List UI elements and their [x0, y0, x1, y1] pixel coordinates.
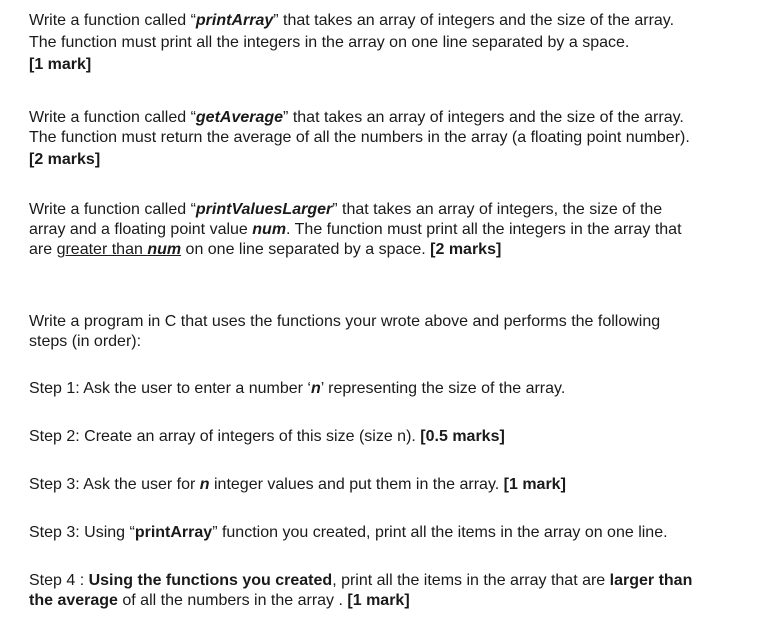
- q1-line-2: The function must print all the integers in the array on one line separated by a space.: [29, 34, 630, 51]
- greater-than-text: greater than: [56, 241, 148, 258]
- step-3-marks: [1 mark]: [503, 476, 566, 493]
- q1-line-1: Write a function called “printArray” that takes an array of integers and the size of the array.: [29, 12, 675, 29]
- q2-marks: [2 marks]: [29, 151, 101, 168]
- q4-line-1: Write a program in C that uses the functions your wrote above and performs the following: [29, 313, 661, 330]
- question-get-average: [29, 108, 754, 170]
- var-n: n: [199, 476, 210, 493]
- q4-line-2: steps (in order):: [29, 333, 142, 350]
- function-name-print-array: printArray: [195, 12, 274, 29]
- step-1: Step 1: Ask the user to enter a number ‘n’ representing the size of the array.: [29, 380, 566, 397]
- q3-line-3: are greater than num on one line separated by a space. [2 marks]: [29, 241, 502, 258]
- step-4-marks: [1 mark]: [347, 592, 410, 609]
- step-3-input: Step 3: Ask the user for n integer values and put them in the array. [1 mark]: [29, 476, 566, 493]
- param-num-underlined: num: [147, 241, 182, 258]
- step-2-marks: [0.5 marks]: [420, 428, 505, 445]
- program-instructions: [29, 312, 754, 352]
- function-name-print-array: printArray: [134, 524, 213, 541]
- question-print-values-larger: [29, 200, 754, 260]
- param-num: num: [252, 221, 287, 238]
- q2-line-2: The function must return the average of all the numbers in the array (a floating point number).: [29, 129, 690, 146]
- q2-line-1: Write a function called “getAverage” that takes an array of integers and the size of the array.: [29, 109, 684, 126]
- var-n: n: [310, 380, 321, 397]
- step-2: Step 2: Create an array of integers of this size (size n). [0.5 marks]: [29, 428, 505, 445]
- function-name-get-average: getAverage: [195, 109, 284, 126]
- step-3-print: Step 3: Using “printArray” function you created, print all the items in the array on one line.: [29, 524, 668, 541]
- function-name-print-values-larger: printValuesLarger: [195, 201, 333, 218]
- q1-marks: [1 mark]: [29, 56, 92, 73]
- step-4: Step 4 : Using the functions you created, print all the items in the array that are larger than the average of all the numbers in the array . [1 mark]: [29, 572, 693, 609]
- question-print-array: [29, 10, 754, 76]
- q3-line-1: Write a function called “printValuesLarger” that takes an array of integers, the size of the: [29, 201, 663, 218]
- q3-line-2: array and a floating point value num. The function must print all the integers in the array that: [29, 221, 682, 238]
- q3-marks: [2 marks]: [430, 241, 502, 258]
